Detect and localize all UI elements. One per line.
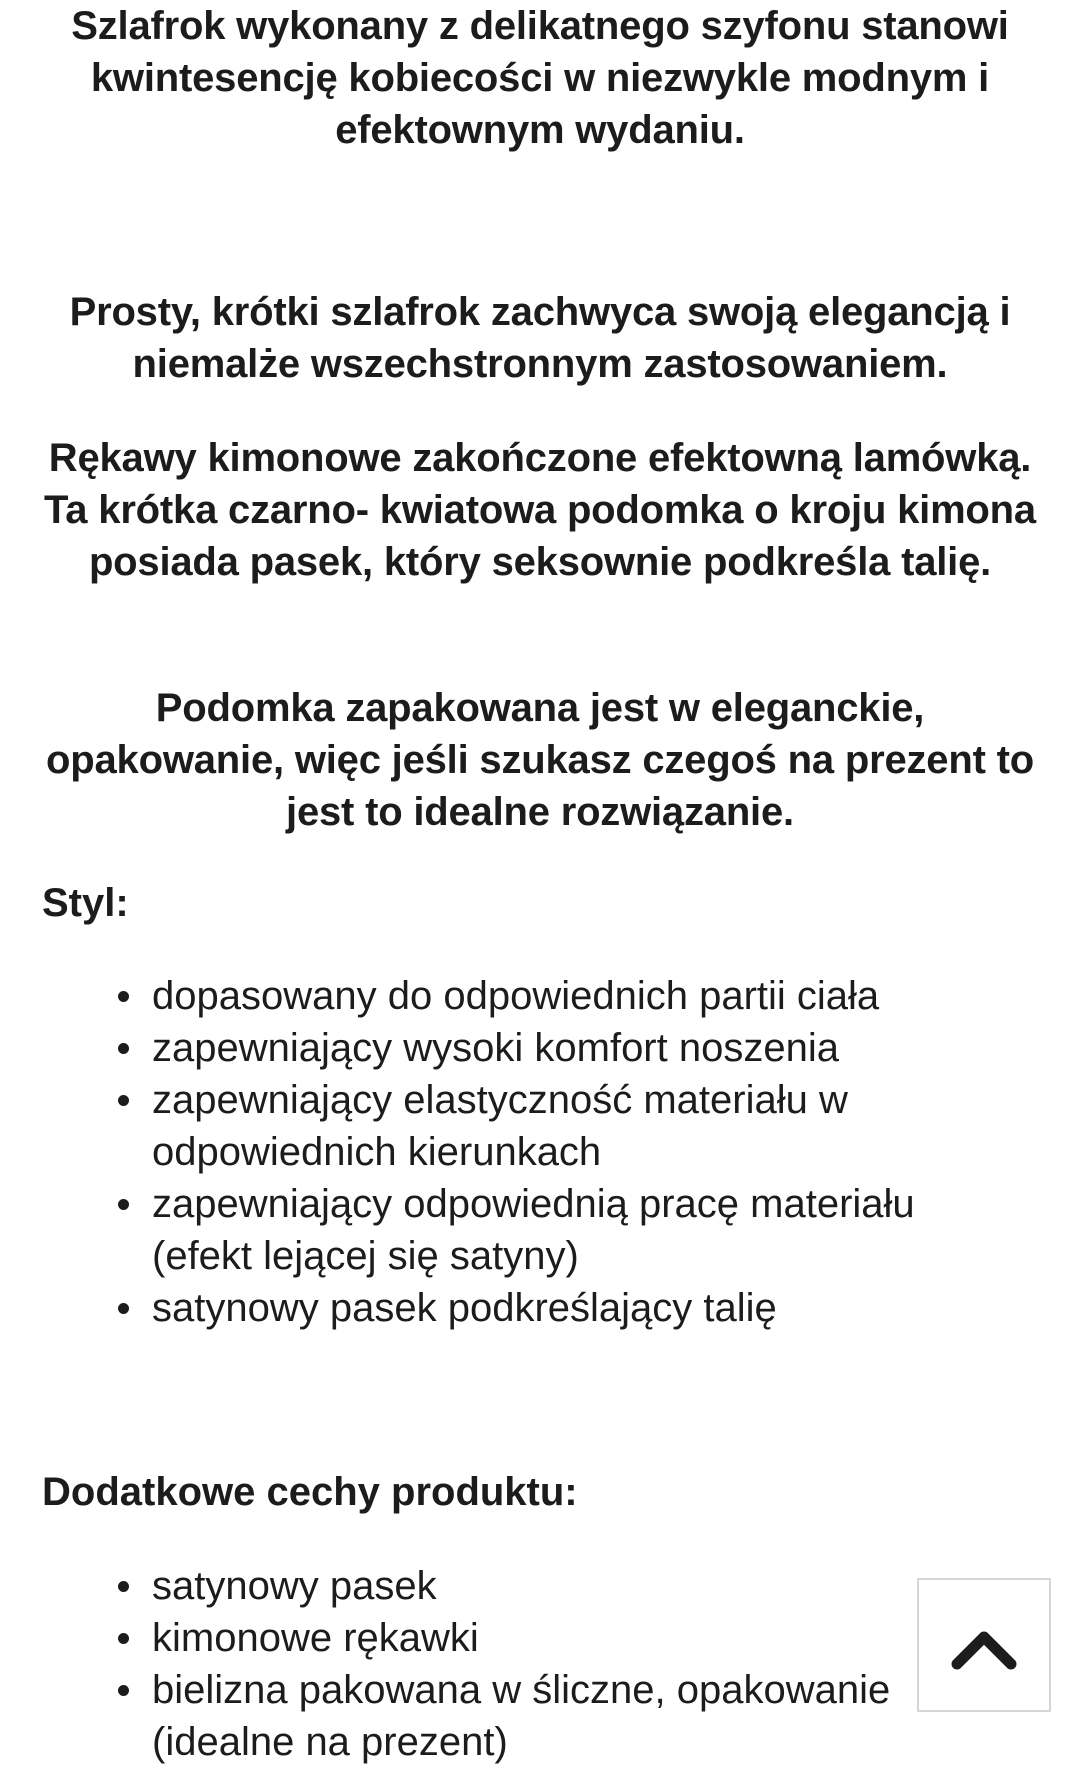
scroll-to-top-button[interactable] <box>917 1578 1051 1712</box>
list-item <box>110 1560 1010 1612</box>
style-item-text: zapewniający odpowiednią pracę materiału (efekt lejącej się satyny) <box>152 1182 915 1278</box>
bullet-dot <box>118 1303 129 1314</box>
chevron-up-icon <box>919 1580 1049 1710</box>
bullet-dot <box>118 1685 129 1696</box>
bullet-dot <box>118 1095 129 1106</box>
feature-item-text: satynowy pasek <box>152 1564 437 1608</box>
list-item <box>110 1664 1010 1768</box>
feature-item-text: bielizna pakowana w śliczne, opakowanie (idealne na prezent) <box>152 1668 891 1764</box>
list-item <box>110 1282 1010 1334</box>
list-item <box>110 970 1010 1022</box>
features-list <box>110 1560 1010 1768</box>
features-heading: Dodatkowe cechy produktu: <box>42 1470 578 1514</box>
description-paragraph-1: Szlafrok wykonany z delikatnego szyfonu stanowi kwintesencję kobiecości w niezwykle modnym i efektownym wydaniu. <box>71 4 1009 152</box>
style-item-text: zapewniający wysoki komfort noszenia <box>152 1026 839 1070</box>
feature-item-text: kimonowe rękawki <box>152 1616 479 1660</box>
bullet-dot <box>118 1199 129 1210</box>
list-item <box>110 1022 1010 1074</box>
description-paragraph-3: Rękawy kimonowe zakończone efektowną lamówką. Ta krótka czarno- kwiatowa podomka o kroju kimona posiada pasek, który seksownie podkreśla talię. <box>44 436 1036 584</box>
style-item-text: satynowy pasek podkreślający talię <box>152 1286 777 1330</box>
style-item-text: zapewniający elastyczność materiału w odpowiednich kierunkach <box>152 1078 848 1174</box>
list-item <box>110 1178 1010 1282</box>
style-item-text: dopasowany do odpowiednich partii ciała <box>152 974 880 1018</box>
bullet-dot <box>118 1043 129 1054</box>
list-item <box>110 1612 1010 1664</box>
bullet-dot <box>118 991 129 1002</box>
bullet-dot <box>118 1633 129 1644</box>
description-paragraph-4: Podomka zapakowana jest w eleganckie, opakowanie, więc jeśli szukasz czegoś na prezent to jest to idealne rozwiązanie. <box>46 686 1034 834</box>
style-heading: Styl: <box>42 881 129 925</box>
style-list <box>110 970 1010 1334</box>
description-paragraph-2: Prosty, krótki szlafrok zachwyca swoją elegancją i niemalże wszechstronnym zastosowaniem. <box>69 290 1011 386</box>
bullet-dot <box>118 1581 129 1592</box>
list-item <box>110 1074 1010 1178</box>
